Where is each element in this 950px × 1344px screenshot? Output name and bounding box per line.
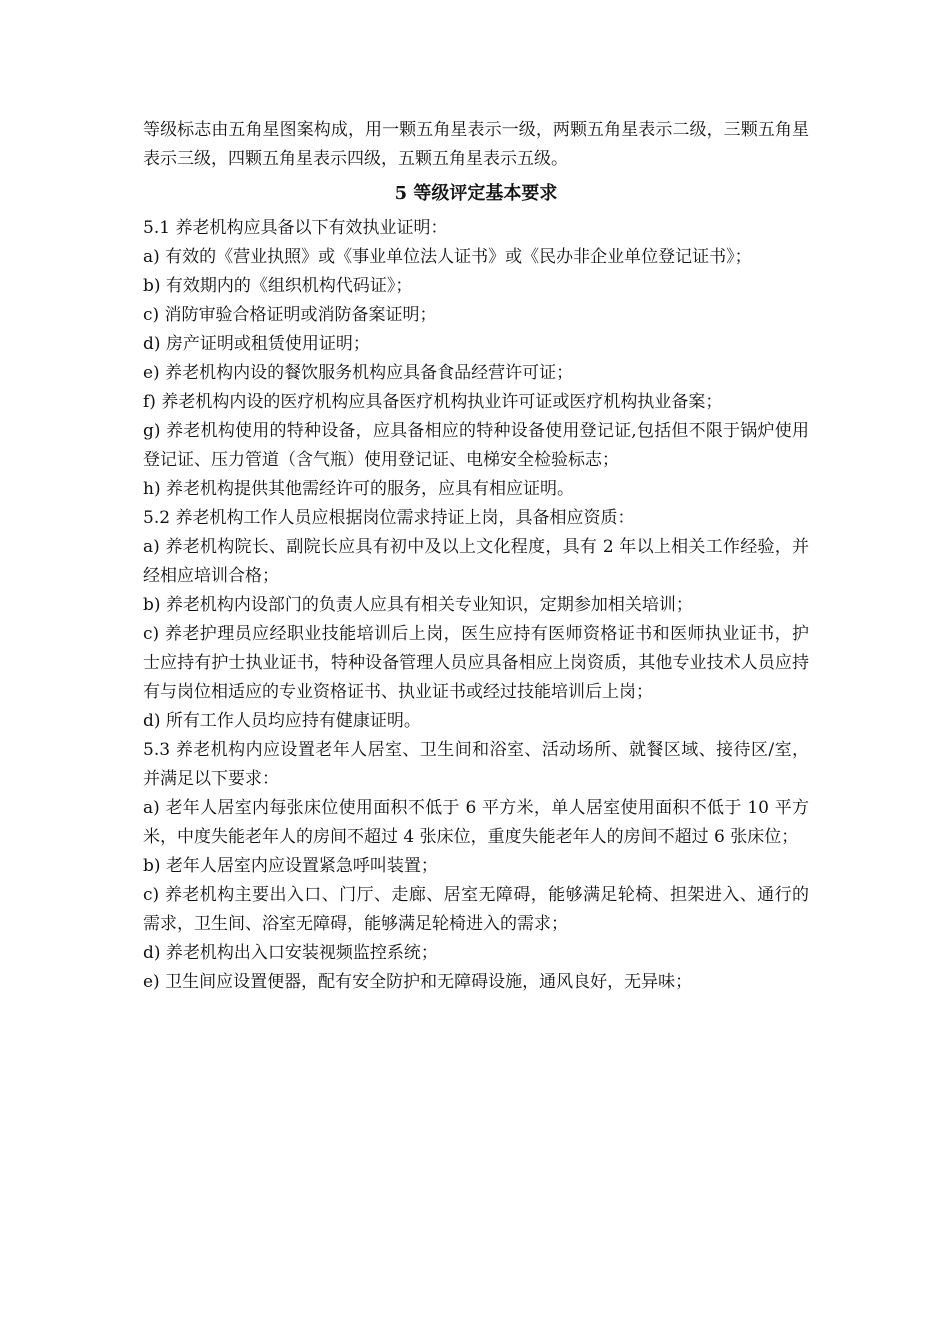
list-item: 5.3 养老机构内应设置老年人居室、卫生间和浴室、活动场所、就餐区域、接待区/室，并满足以下要求： bbox=[143, 740, 809, 789]
list-item: a) 有效的《营业执照》或《事业单位法人证书》或《民办非企业单位登记证书》； bbox=[143, 247, 752, 267]
list-item: g) 养老机构使用的特种设备，应具备相应的特种设备使用登记证,包括但不限于锅炉使用登记证、压力管道（含气瓶）使用登记证、电梯安全检验标志； bbox=[143, 421, 809, 470]
list-item: c) 消防审验合格证明或消防备案证明； bbox=[143, 305, 437, 325]
list-item: f) 养老机构内设的医疗机构应具备医疗机构执业许可证或医疗机构执业备案； bbox=[143, 392, 723, 412]
list-item: c) 养老护理员应经职业技能培训后上岗，医生应持有医师资格证书和医师执业证书，护士应持有护士执业证书，特种设备管理人员应具备相应上岗资质，其他专业技术人员应持有与岗位相适应的专业资格证书、执业证书或经过技能培训后上岗； bbox=[143, 624, 809, 702]
list-item: e) 养老机构内设的餐饮服务机构应具备食品经营许可证； bbox=[143, 363, 574, 383]
list-item: b) 有效期内的《组织机构代码证》； bbox=[143, 276, 413, 296]
list-item: b) 老年人居室内应设置紧急呼叫装置； bbox=[143, 856, 438, 876]
list-item: b) 养老机构内设部门的负责人应具有相关专业知识，定期参加相关培训； bbox=[143, 595, 693, 615]
list-item: c) 养老机构主要出入口、门厅、走廊、居室无障碍，能够满足轮椅、担架进入、通行的需求，卫生间、浴室无障碍，能够满足轮椅进入的需求； bbox=[143, 885, 809, 934]
list-item: d) 养老机构出入口安装视频监控系统； bbox=[143, 943, 438, 963]
list-item: d) 房产证明或租赁使用证明； bbox=[143, 334, 370, 354]
list-item: 5.1 养老机构应具备以下有效执业证明： bbox=[143, 218, 448, 238]
list-item: a) 老年人居室内每张床位使用面积不低于 6 平方米，单人居室使用面积不低于 10 平方米，中度失能老年人的房间不超过 4 张床位，重度失能老年人的房间不超过 6 张床位； bbox=[143, 798, 809, 847]
requirements-list bbox=[143, 214, 809, 997]
list-item: d) 所有工作人员均应持有健康证明。 bbox=[143, 711, 421, 731]
list-item: 5.2 养老机构工作人员应根据岗位需求持证上岗，具备相应资质： bbox=[143, 508, 635, 528]
section-title: 5 等级评定基本要求 bbox=[394, 183, 558, 204]
document-page bbox=[143, 116, 809, 997]
list-item: e) 卫生间应设置便器，配有安全防护和无障碍设施，通风良好，无异味； bbox=[143, 972, 693, 992]
list-item: h) 养老机构提供其他需经许可的服务，应具有相应证明。 bbox=[143, 479, 574, 499]
list-item: a) 养老机构院长、副院长应具有初中及以上文化程度，具有 2 年以上相关工作经验，并经相应培训合格； bbox=[143, 537, 809, 586]
intro-paragraph: 等级标志由五角星图案构成，用一颗五角星表示一级，两颗五角星表示二级，三颗五角星表示三级，四颗五角星表示四级，五颗五角星表示五级。 bbox=[143, 120, 809, 169]
